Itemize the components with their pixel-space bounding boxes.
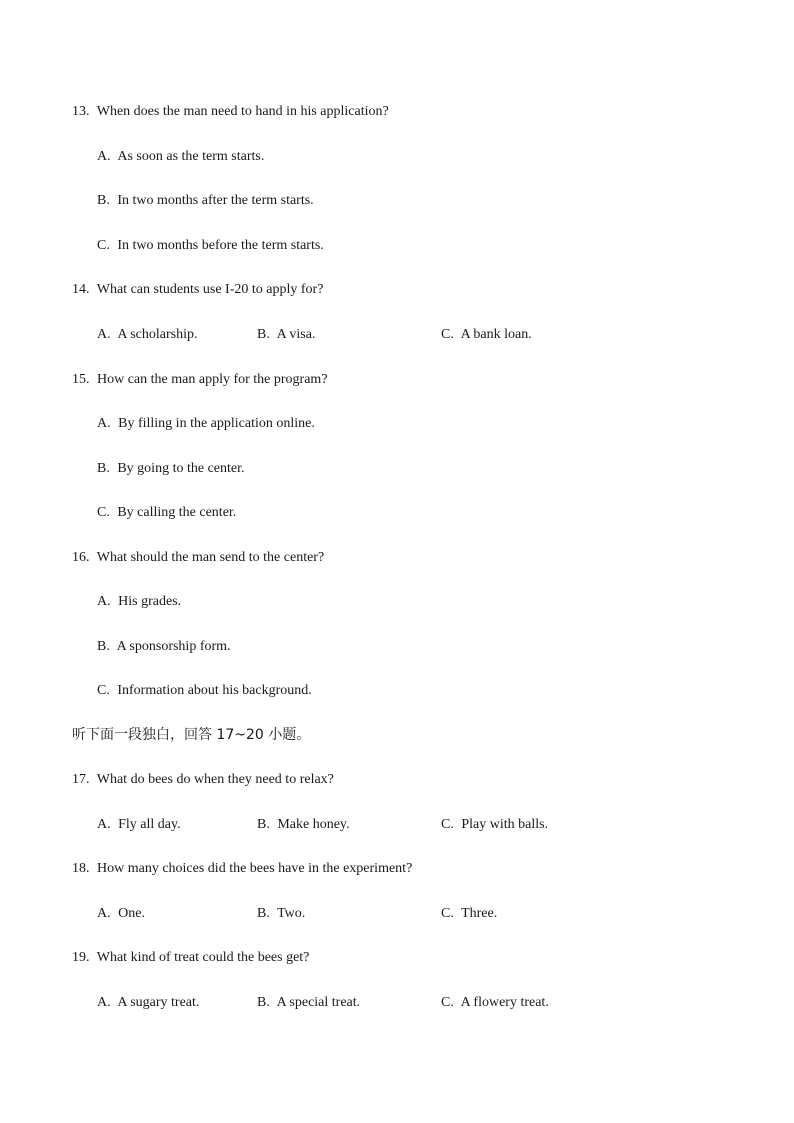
option-label: A. xyxy=(97,995,111,1010)
question-14-option-b[interactable] xyxy=(257,326,315,344)
section-heading: 听下面一段独白，回答 17~20 小题。 xyxy=(72,727,311,743)
option-label: B. xyxy=(97,639,110,654)
option-label: A. xyxy=(97,594,111,609)
option-text: One. xyxy=(118,906,145,921)
question-17-option-b[interactable] xyxy=(257,816,350,834)
option-label: A. xyxy=(97,416,111,431)
option-label: A. xyxy=(97,327,111,342)
option-text: By going to the center. xyxy=(117,461,245,476)
option-text: A special treat. xyxy=(276,995,361,1010)
question-13-option-a[interactable] xyxy=(97,148,264,166)
option-label: B. xyxy=(97,461,110,476)
option-label: B. xyxy=(257,327,270,342)
question-19-option-c[interactable] xyxy=(441,994,549,1012)
question-text: What should the man send to the center? xyxy=(96,550,325,565)
question-17-option-a[interactable] xyxy=(97,816,181,834)
option-text: Three. xyxy=(461,906,498,921)
question-16-option-b[interactable] xyxy=(97,638,231,656)
option-text: In two months before the term starts. xyxy=(117,238,324,253)
option-text: A scholarship. xyxy=(117,327,198,342)
option-label: A. xyxy=(97,906,111,921)
question-13-option-c[interactable] xyxy=(97,237,324,255)
option-text: By filling in the application online. xyxy=(118,416,315,431)
option-text: A visa. xyxy=(276,327,316,342)
option-text: In two months after the term starts. xyxy=(117,193,314,208)
option-label: A. xyxy=(97,817,111,832)
option-text: His grades. xyxy=(118,594,182,609)
option-text: Play with balls. xyxy=(461,817,549,832)
question-14-option-a[interactable] xyxy=(97,326,197,344)
option-text: Information about his background. xyxy=(117,683,312,698)
option-label: C. xyxy=(441,995,454,1010)
option-text: By calling the center. xyxy=(117,505,237,520)
question-18-option-a[interactable] xyxy=(97,905,145,923)
option-label: C. xyxy=(441,817,454,832)
question-text: When does the man need to hand in his application? xyxy=(96,104,389,119)
option-label: C. xyxy=(441,327,454,342)
question-16-option-c[interactable] xyxy=(97,682,312,700)
question-number: 19. xyxy=(72,950,90,965)
option-label: C. xyxy=(97,238,110,253)
question-text: How many choices did the bees have in the experiment? xyxy=(97,861,413,876)
question-18-option-b[interactable] xyxy=(257,905,305,923)
option-label: B. xyxy=(97,193,110,208)
question-text: What can students use I-20 to apply for? xyxy=(96,282,324,297)
option-text: Fly all day. xyxy=(118,817,181,832)
question-18 xyxy=(72,860,412,878)
question-19-option-a[interactable] xyxy=(97,994,199,1012)
question-text: What do bees do when they need to relax? xyxy=(96,772,334,787)
option-text: As soon as the term starts. xyxy=(117,149,265,164)
question-number: 17. xyxy=(72,772,90,787)
question-number: 15. xyxy=(72,372,90,387)
question-19-option-b[interactable] xyxy=(257,994,360,1012)
question-16 xyxy=(72,549,324,567)
question-13 xyxy=(72,103,389,121)
question-15-option-b[interactable] xyxy=(97,460,245,478)
question-15-option-c[interactable] xyxy=(97,504,236,522)
question-15-option-a[interactable] xyxy=(97,415,315,433)
question-number: 18. xyxy=(72,861,90,876)
question-number: 14. xyxy=(72,282,90,297)
option-text: Make honey. xyxy=(277,817,350,832)
question-13-option-b[interactable] xyxy=(97,192,314,210)
question-17 xyxy=(72,771,334,789)
question-text: What kind of treat could the bees get? xyxy=(96,950,310,965)
option-text: A flowery treat. xyxy=(460,995,549,1010)
option-label: C. xyxy=(97,683,110,698)
question-number: 16. xyxy=(72,550,90,565)
option-label: B. xyxy=(257,995,270,1010)
option-label: A. xyxy=(97,149,111,164)
question-18-option-c[interactable] xyxy=(441,905,497,923)
option-text: A sponsorship form. xyxy=(116,639,231,654)
question-14-option-c[interactable] xyxy=(441,326,532,344)
option-label: C. xyxy=(441,906,454,921)
question-19 xyxy=(72,949,309,967)
option-text: A sugary treat. xyxy=(117,995,200,1010)
question-number: 13. xyxy=(72,104,90,119)
question-16-option-a[interactable] xyxy=(97,593,181,611)
question-14 xyxy=(72,281,323,299)
question-text: How can the man apply for the program? xyxy=(97,372,328,387)
question-17-option-c[interactable] xyxy=(441,816,548,834)
option-label: B. xyxy=(257,817,270,832)
question-15 xyxy=(72,371,328,389)
option-label: B. xyxy=(257,906,270,921)
option-text: Two. xyxy=(277,906,306,921)
option-label: C. xyxy=(97,505,110,520)
option-text: A bank loan. xyxy=(460,327,532,342)
